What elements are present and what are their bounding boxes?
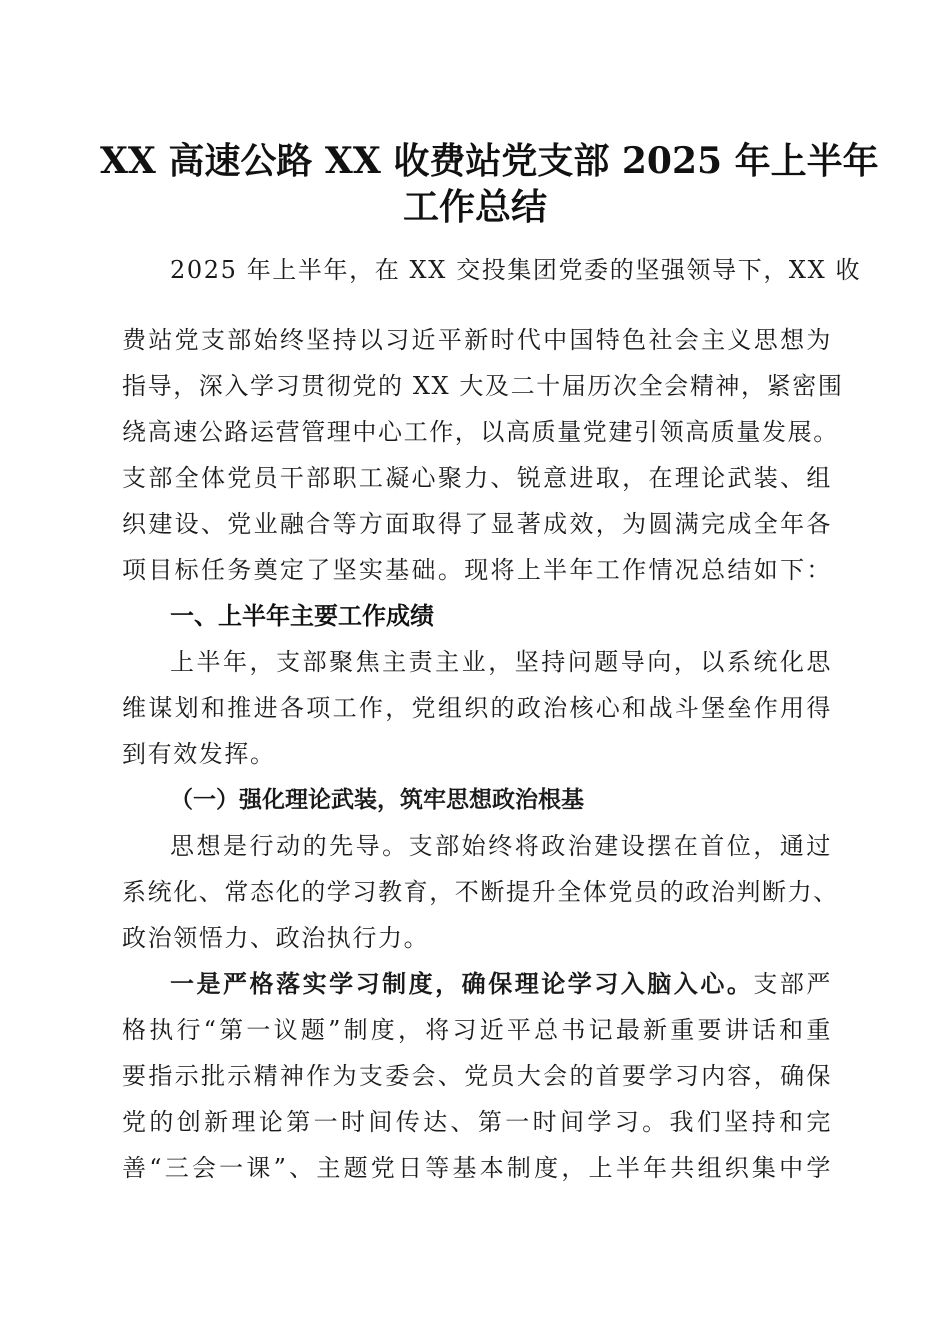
intro-line-2: 费站党支部始终坚持以习近平新时代中国特色社会主义思想为: [122, 326, 832, 354]
point1-line-2: 格执行“第一议题”制度，将习近平总书记最新重要讲话和重: [122, 1016, 832, 1044]
point1-lead: 一是严格落实学习制度，确保理论学习入脑入心。: [170, 969, 754, 998]
intro-line-6: 织建设、党业融合等方面取得了显著成效，为圆满完成全年各: [122, 510, 832, 538]
section-heading-1: 一、上半年主要工作成绩: [170, 602, 434, 630]
section1-line-1: 上半年，支部聚焦主责主业，坚持问题导向，以系统化思: [170, 648, 832, 676]
point1-line-4: 党的创新理论第一时间传达、第一时间学习。我们坚持和完: [122, 1108, 832, 1136]
subsection-heading-1: （一）强化理论武装，筑牢思想政治根基: [170, 786, 584, 813]
subsection1-line-1: 思想是行动的先导。支部始终将政治建设摆在首位，通过: [170, 832, 832, 860]
intro-line-1: 2025 年上半年，在 XX 交投集团党委的坚强领导下，XX 收: [170, 256, 862, 284]
section1-line-2: 维谋划和推进各项工作，党组织的政治核心和战斗堡垒作用得: [122, 694, 832, 722]
subsection1-line-2: 系统化、常态化的学习教育，不断提升全体党员的政治判断力、: [122, 878, 839, 906]
intro-line-4: 绕高速公路运营管理中心工作，以高质量党建引领高质量发展。: [122, 418, 839, 446]
intro-line-7: 项目标任务奠定了坚实基础。现将上半年工作情况总结如下：: [122, 556, 832, 584]
document-title-line-1: XX 高速公路 XX 收费站党支部 2025 年上半年: [100, 140, 879, 182]
section1-line-3: 到有效发挥。: [122, 740, 276, 768]
intro-line-5: 支部全体党员干部职工凝心聚力、锐意进取，在理论武装、组: [122, 464, 832, 492]
point1-line-3: 要指示批示精神作为支委会、党员大会的首要学习内容，确保: [122, 1062, 832, 1090]
point1-first-rest: 支部严: [753, 970, 832, 998]
intro-line-3: 指导，深入学习贯彻党的 XX 大及二十届历次全会精神，紧密围: [122, 372, 844, 400]
document-title-line-2: 工作总结: [402, 186, 547, 228]
point1-line-1: [170, 967, 832, 1001]
subsection1-line-3: 政治领悟力、政治执行力。: [122, 924, 430, 952]
point1-line-5: 善“三会一课”、主题党日等基本制度，上半年共组织集中学: [122, 1154, 832, 1182]
